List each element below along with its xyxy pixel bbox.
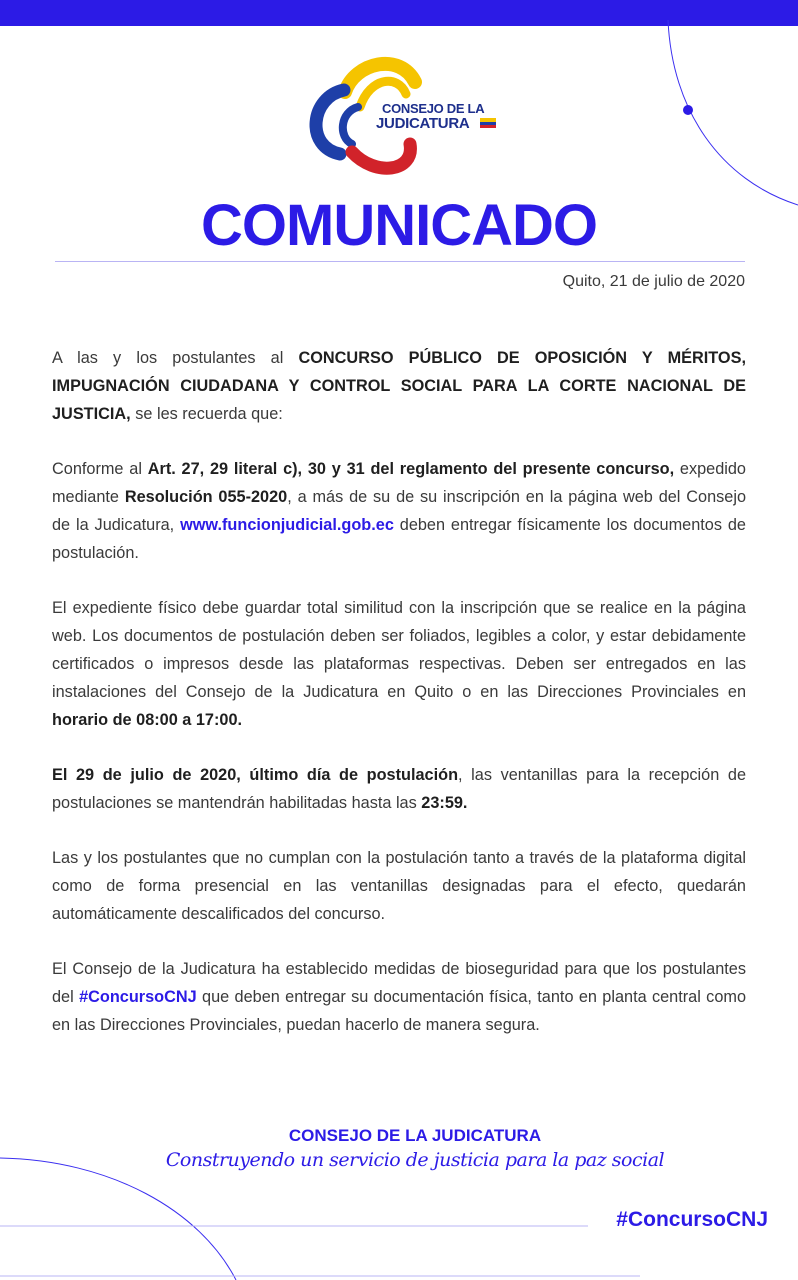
- logo-text-line1: CONSEJO DE LA: [382, 101, 485, 116]
- title-divider: [55, 261, 745, 262]
- footer-organization: CONSEJO DE LA JUDICATURA: [288, 1126, 542, 1145]
- paragraph-3: El expediente físico debe guardar total similitud con la inscripción que se realice en la página web. Los documentos de postulación deben ser foliados, legibles a color, y estar debidamente certificados o impresos desde las plataformas respectivas. Deben ser entregados en las instalaciones del Consejo de la Judicatura en Quito o en las Direcciones Provinciales en horario de 08:00 a 17:00.: [52, 599, 746, 729]
- paragraph-6: El Consejo de la Judicatura ha establecido medidas de bioseguridad para que los postulantes del #ConcursoCNJ que deben entregar su documentación física, tanto en planta central como en las Direcciones Provinciales, puedan hacerlo de manera segura.: [52, 960, 746, 1034]
- paragraph-2: Conforme al Art. 27, 29 literal c), 30 y 31 del reglamento del presente concurso, expedido mediante Resolución 055-2020, a más de su de su inscripción en la página web del Consejo de la Judicatura, www.funcionjudicial.gob.ec deben entregar físicamente los documentos de postulación.: [52, 460, 746, 562]
- decorative-dot: [683, 105, 693, 115]
- website-link[interactable]: www.funcionjudicial.gob.ec: [180, 516, 394, 534]
- paragraph-4: El 29 de julio de 2020, último día de postulación, las ventanillas para la recepción de postulaciones se mantendrán habilitadas hasta las 23:59.: [52, 766, 746, 812]
- footer-slogan: Construyendo un servicio de justicia para la paz social: [165, 1149, 665, 1171]
- page-title: COMUNICADO: [201, 193, 597, 258]
- paragraph-5: Las y los postulantes que no cumplan con la postulación tanto a través de la plataforma digital como de forma presencial en las ventanillas designadas para el efecto, quedarán automáticamente descalificados del concurso.: [52, 849, 746, 923]
- logo-text-line2: JUDICATURA: [376, 115, 470, 132]
- consejo-judicatura-logo: [300, 52, 510, 176]
- footer-hashtag: #ConcursoCNJ: [616, 1208, 768, 1231]
- hashtag-link[interactable]: #ConcursoCNJ: [79, 988, 197, 1006]
- paragraph-1: A las y los postulantes al CONCURSO PÚBLICO DE OPOSICIÓN Y MÉRITOS, IMPUGNACIÓN CIUDADANA Y CONTROL SOCIAL PARA LA CORTE NACIONAL DE JUSTICIA, se les recuerda que:: [52, 349, 746, 423]
- document-date: Quito, 21 de julio de 2020: [562, 273, 745, 290]
- communique-body: [52, 344, 746, 1066]
